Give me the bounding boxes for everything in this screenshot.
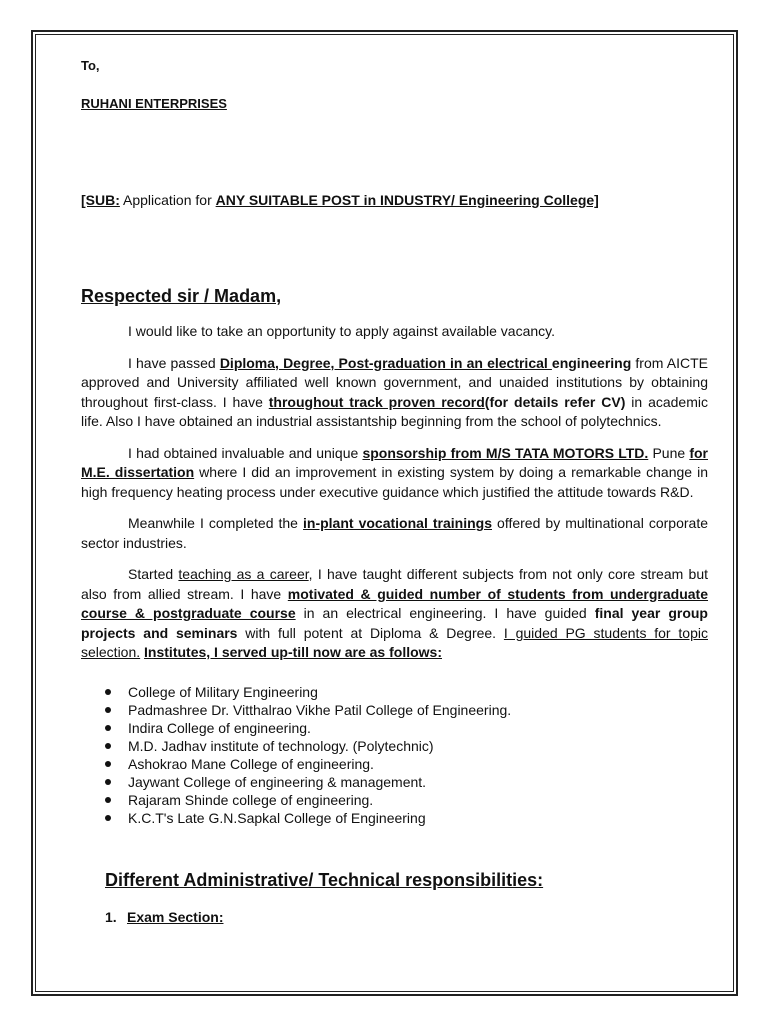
subject-prefix: [SUB:	[81, 192, 120, 208]
list-item: Jaywant College of engineering & management.	[128, 773, 708, 791]
p2-text-a: I have passed	[128, 354, 220, 371]
p4-text-a: Meanwhile I completed the	[128, 515, 304, 531]
p3-sponsorship: sponsorship from M/S TATA MOTORS LTD.	[362, 444, 649, 461]
paragraph-5	[81, 565, 708, 663]
numbered-item-exam-section	[105, 908, 708, 928]
p2-text-d: from AICTE approved and University affiliated well known government, and unaided institutions by obtaining throughout first-class. I have	[81, 354, 709, 410]
list-item: Indira College of engineering.	[128, 719, 708, 737]
list-item: Rajaram Shinde college of engineering.	[128, 791, 708, 809]
p3-text-a: I had obtained invaluable and unique	[128, 444, 363, 461]
list-item: Padmashree Dr. Vitthalrao Vikhe Patil College of Engineering.	[128, 701, 708, 719]
addressee-to: To,	[81, 58, 100, 73]
p3-dissertation: for M.E. dissertation	[81, 444, 708, 480]
list-item: Ashokrao Mane College of engineering.	[128, 755, 708, 773]
p5-text-g: with full potent at Diploma & Degree.	[237, 624, 504, 641]
p4-trainings: in-plant vocational trainings	[303, 515, 492, 531]
p5-motivated-students: motivated & guided number of students from undergraduate course & postgraduate course	[81, 585, 709, 621]
subject-text: Application for	[119, 192, 216, 208]
paragraph-2	[81, 354, 708, 432]
letter-body	[81, 56, 708, 928]
p3-text-c: Pune	[648, 444, 690, 461]
list-item: M.D. Jadhav institute of technology. (Polytechnic)	[128, 737, 708, 755]
institutes-list	[81, 683, 708, 827]
section-heading: Different Administrative/ Technical responsibilities:	[105, 869, 544, 890]
p2-engineering: engineering	[551, 354, 632, 371]
salutation: Respected sir / Madam,	[81, 285, 282, 306]
p5-text-c: , I have taught different subjects from not only core stream but also from allied stream. I have	[81, 566, 709, 602]
p5-text-e: in an electrical engineering. I have guided	[295, 605, 595, 621]
p5-institutes-intro: Institutes, I served up-till now are as follows:	[144, 644, 442, 660]
p5-projects-seminars: final year group projects and seminars	[81, 605, 708, 641]
paragraph-1: I would like to take an opportunity to apply against available vacancy.	[128, 323, 555, 339]
p2-qualifications: Diploma, Degree, Post-graduation in an electrical	[219, 354, 552, 371]
p4-text-c: offered by multinational corporate sector industries.	[81, 515, 709, 551]
p2-refer-cv: (for details refer CV)	[484, 393, 626, 410]
p2-track-record: throughout track proven record	[268, 393, 485, 410]
list-item: K.C.T's Late G.N.Sapkal College of Engineering	[128, 809, 708, 827]
p5-pg-guidance: I guided PG students for topic selection.	[81, 624, 708, 660]
p5-teaching-career: teaching as a career	[178, 566, 309, 582]
item-label: Exam Section:	[127, 909, 224, 925]
subject-line	[81, 191, 708, 211]
p3-text-e: where I did an improvement in existing system by doing a remarkable change in high frequency heating process under executive guidance which justified the attitude towards R&D.	[81, 464, 708, 500]
company-name: RUHANI ENTERPRISES	[81, 95, 227, 111]
item-number: 1.	[105, 909, 117, 925]
subject-post: ANY SUITABLE POST in INDUSTRY/ Engineering College]	[215, 192, 599, 208]
paragraph-3	[81, 444, 708, 503]
p2-text-g: in academic life. Also I have obtained an industrial assistantship beginning from the school of polytechnics.	[81, 393, 708, 429]
list-item: College of Military Engineering	[128, 683, 708, 701]
paragraph-4	[81, 514, 708, 553]
p5-text-a: Started	[128, 566, 179, 582]
